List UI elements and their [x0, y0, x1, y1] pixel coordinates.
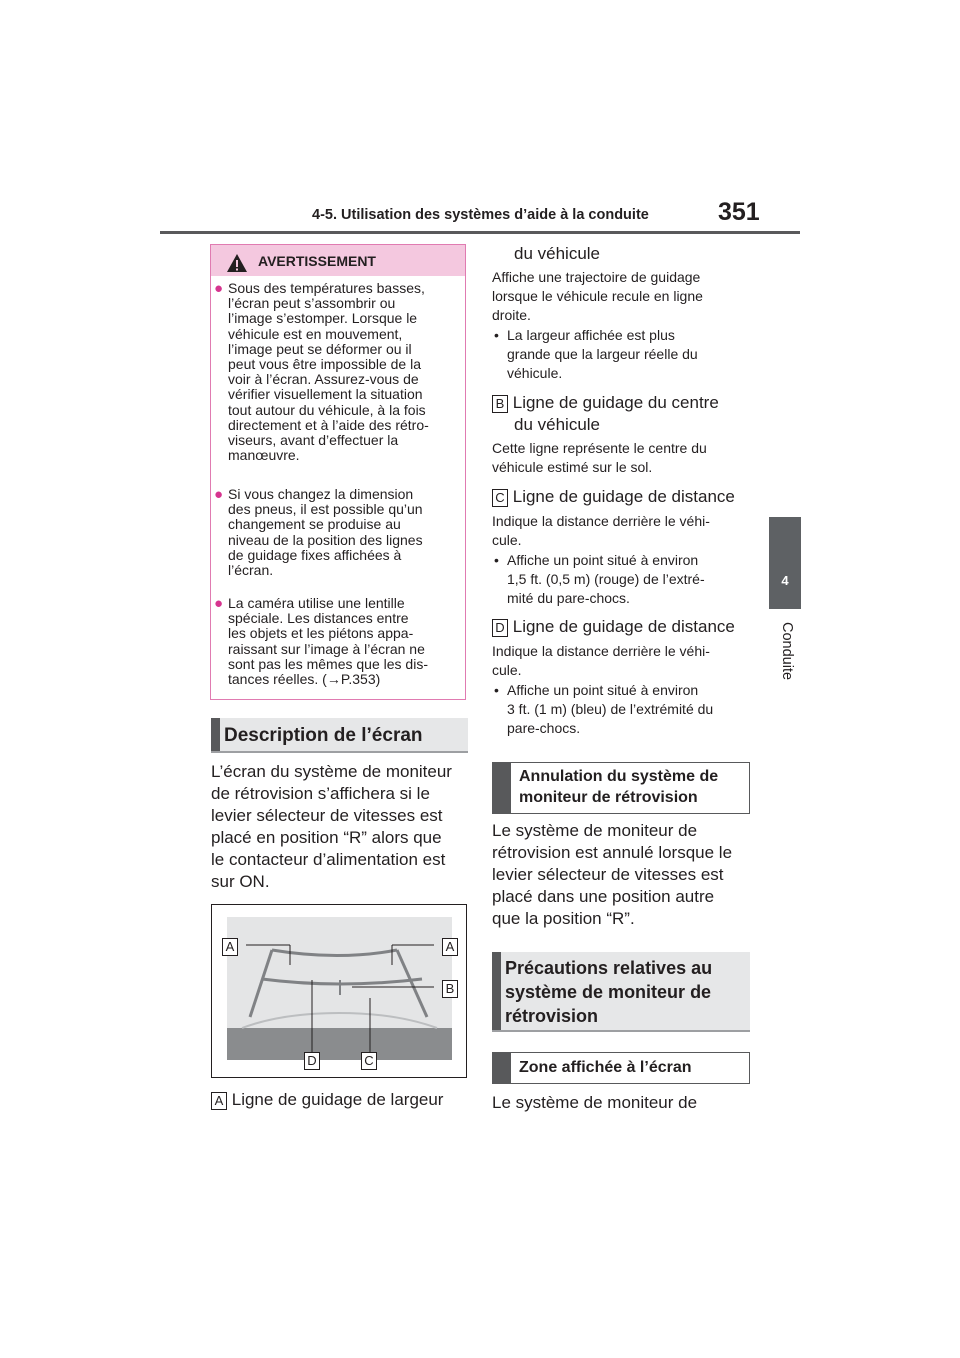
item-c-title: C Ligne de guidage de distance — [492, 486, 735, 508]
figure-label-b: B — [442, 980, 458, 998]
zone-description-text: Le système de moniteur de — [492, 1093, 698, 1112]
chapter-number: 4 — [781, 573, 789, 588]
label-b: B — [492, 395, 508, 413]
cancel-description-text: Le système de moniteur de rétrovision est annulé lorsque le levier sélecteur de vitesses est placé dans une position autre que la position “R”. — [492, 821, 733, 928]
section-heading-cancel: Annulation du système de moniteur de rétrovision — [492, 762, 750, 814]
figure-label-c: C — [361, 1052, 377, 1070]
chapter-tab — [769, 517, 801, 609]
label-d: D — [492, 619, 508, 637]
warning-title: AVERTISSEMENT — [258, 253, 376, 269]
subsection-heading-zone: Zone affichée à l’écran — [492, 1052, 750, 1084]
item-d-title: D Ligne de guidage de distance — [492, 616, 735, 638]
section-heading-precautions: Précautions relatives au système de moniteur de rétrovision — [492, 952, 750, 1032]
figure-label-d: D — [304, 1052, 320, 1070]
item-a-description: Affiche une trajectoire de guidage lorsque le véhicule recule en ligne droite. — [492, 269, 703, 323]
bullet-dot-icon: ● — [214, 595, 224, 612]
figure-label-a-left: A — [222, 938, 238, 956]
warning-item-text: Sous des températures basses, l’écran peut s’assombrir ou l’image s’estomper. Lorsque le véhicule est en mouvement, l’image peut se déformer ou il peut vous être impossible de la voir à l’écran. Assurez-vous de vérifier visuellement la situation tout autour du véhicule, à la fois directement et à l’aide des rétro- viseurs, avant d’effectuer la manœuvre. — [228, 280, 429, 464]
figure-label-a-right: A — [442, 938, 458, 956]
item-b-title: B Ligne de guidage du centre du véhicule — [492, 392, 752, 436]
warning-item-text: La caméra utilise une lentille spéciale. Les distances entre les objets et les piétons appa- raissant sur l’image à l’écran ne sont pas les mêmes que les dis- tances réelles. (→P.353) — [228, 595, 428, 688]
warning-triangle-icon — [226, 253, 248, 273]
bullet-dot-icon: ● — [214, 486, 224, 503]
chapter-label: Conduite — [779, 622, 795, 681]
item-c-description: Indique la distance derrière le véhi- cule. — [492, 513, 710, 548]
label-a: A — [211, 1092, 227, 1110]
section-heading-screen: Description de l’écran — [211, 718, 468, 753]
item-a-title-cont: du véhicule — [514, 244, 601, 263]
bullet-dot-icon: ● — [214, 280, 224, 297]
item-d-description: Indique la distance derrière le véhi- cule. — [492, 643, 710, 678]
label-c: C — [492, 489, 508, 507]
page-number: 351 — [718, 198, 760, 226]
running-header: 4-5. Utilisation des systèmes d’aide à la conduite — [312, 207, 649, 223]
camera-screen-figure — [211, 904, 467, 1078]
item-a-title: A Ligne de guidage de largeur — [211, 1089, 443, 1111]
warning-item-text: Si vous changez la dimension des pneus, il est possible qu’un changement se produise au niveau de la position des lignes de guidage fixes affichées à l’écran. — [228, 486, 423, 579]
screen-description-text: L’écran du système de moniteur de rétrovision s’affichera si le levier sélecteur de vitesses est placé en position “R” alors que le contacteur d’alimentation est sur ON. — [211, 762, 452, 891]
item-b-description: Cette ligne représente le centre du véhicule estimé sur le sol. — [492, 440, 707, 475]
camera-display-diagram — [212, 905, 466, 1077]
header-rule — [160, 231, 800, 234]
